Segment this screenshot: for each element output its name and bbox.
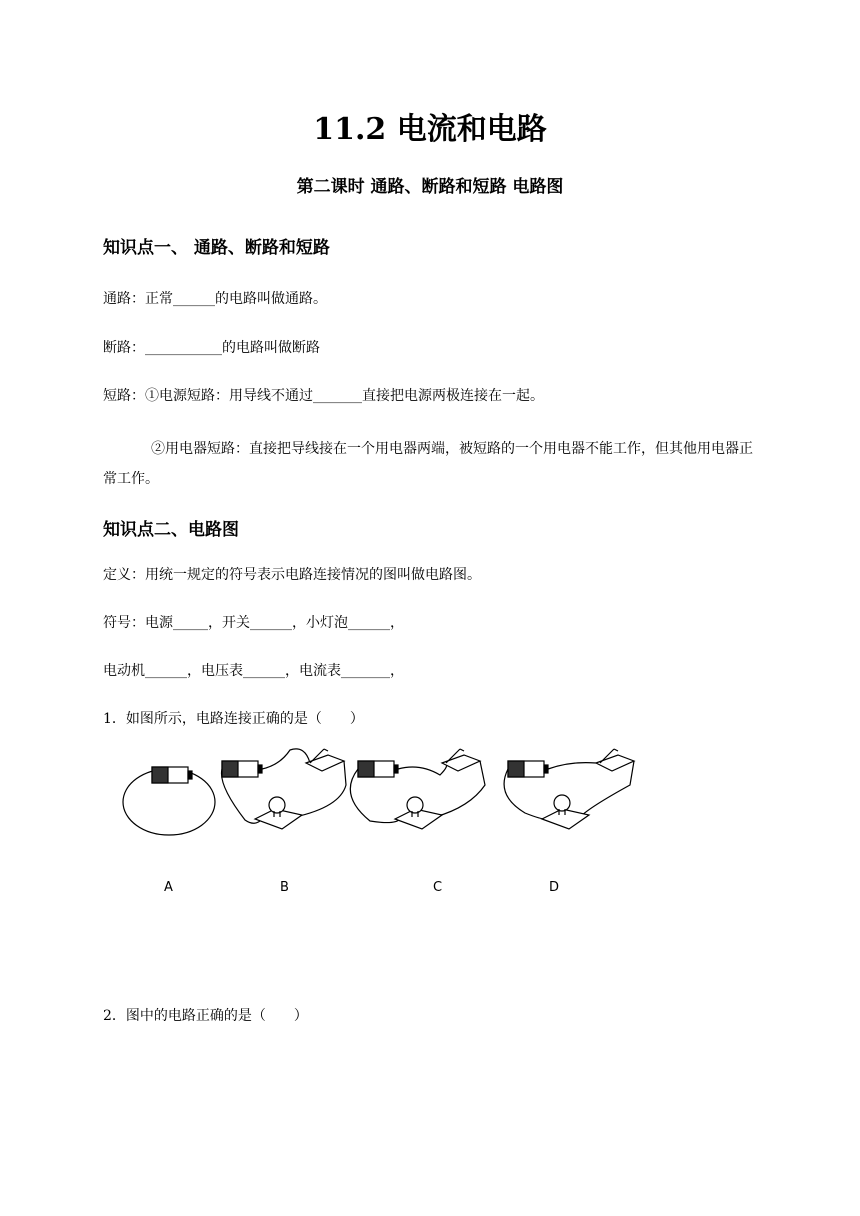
short-circuit-line: 短路：①电源短路：用导线不通过_______直接把电源两极连接在一起。: [103, 388, 544, 404]
question1-text: 1．如图所示，电路连接正确的是（ ）: [103, 711, 364, 727]
circuit-d-diagram: [504, 749, 634, 829]
page-title: 11.2 电流和电路: [313, 112, 547, 147]
page-subtitle: 第二课时 通路、断路和短路 电路图: [296, 177, 564, 197]
circuit-a-diagram: [123, 767, 215, 835]
symbols-line-1: 符号：电源_____，开关______，小灯泡______，: [103, 615, 404, 631]
option-d-label: D: [549, 880, 560, 895]
section1-heading: 知识点一、 通路、断路和短路: [103, 238, 330, 258]
option-a-label: A: [164, 880, 173, 895]
broken-circuit-line: 断路：___________的电路叫做断路: [103, 340, 320, 356]
device-short-circuit-paragraph: ②用电器短路：直接把导线接在一个用电器两端，被短路的一个用电器不能工作，但其他用电器正常工作。: [103, 441, 753, 487]
circuit-options-figure: [110, 745, 650, 850]
option-b-label: B: [280, 880, 289, 895]
option-c-label: C: [433, 880, 443, 895]
symbols-line-2: 电动机______，电压表______，电流表_______，: [103, 663, 404, 679]
open-circuit-line-normal: 通路：正常______的电路叫做通路。: [103, 291, 327, 307]
circuit-c-diagram: [350, 749, 485, 829]
circuit-b-diagram: [221, 749, 346, 829]
section2-heading: 知识点二、电路图: [103, 520, 239, 540]
definition-line: 定义：用统一规定的符号表示电路连接情况的图叫做电路图。: [103, 567, 481, 583]
question2-text: 2．图中的电路正确的是（ ）: [103, 1008, 308, 1024]
